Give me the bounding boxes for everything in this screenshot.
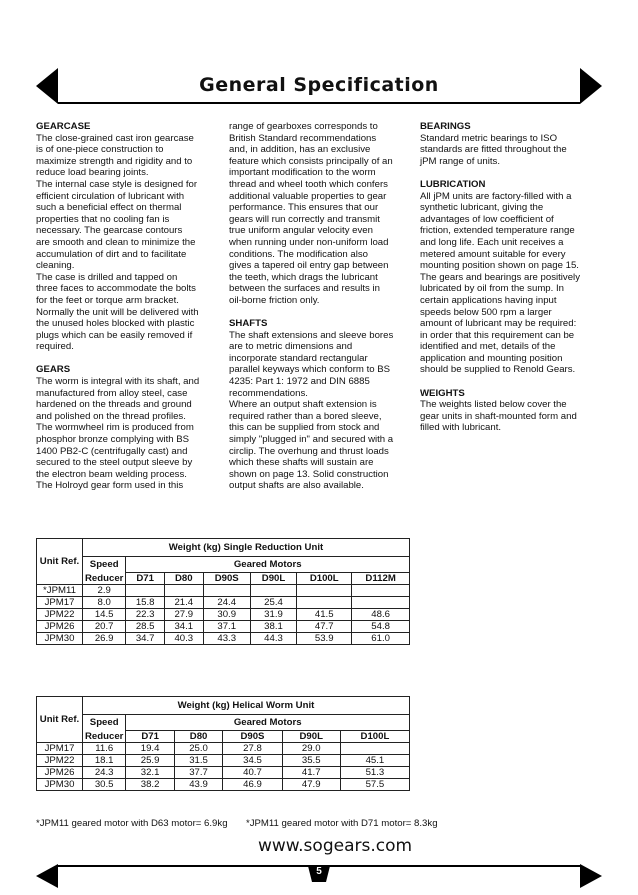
text-line: range of gearboxes corresponds to xyxy=(229,121,378,132)
weight-cell: 25.4 xyxy=(250,597,296,609)
text-line: Normally the unit will be delivered with xyxy=(36,306,199,318)
text-line: British Standard recommendations xyxy=(229,132,377,144)
page-footer xyxy=(36,864,602,888)
weight-cell: 51.3 xyxy=(340,767,409,779)
text-column-1 xyxy=(36,121,221,492)
weight-cell: 27.9 xyxy=(164,609,203,621)
weight-cell: 45.1 xyxy=(340,755,409,767)
text-line: The Holroyd gear form used in this xyxy=(36,480,184,492)
table-row xyxy=(37,767,410,779)
table-title: Weight (kg) Single Reduction Unit xyxy=(83,539,410,557)
weight-cell xyxy=(352,597,410,609)
text-line: The wormwheel rim is produced from xyxy=(36,422,194,434)
weight-cell: 53.9 xyxy=(297,633,352,645)
weight-cell: 22.3 xyxy=(126,609,165,621)
text-column-3 xyxy=(420,121,610,434)
text-line: and long life. Each unit receives a xyxy=(420,236,564,248)
text-line: The gears and bearings are positively xyxy=(420,271,580,283)
table-row xyxy=(37,609,410,621)
text-line: The case is drilled and tapped on xyxy=(36,271,178,283)
table-row xyxy=(37,755,410,767)
weight-cell: 47.9 xyxy=(282,779,340,791)
weight-cell: 32.1 xyxy=(126,767,174,779)
motor-column-header: D80 xyxy=(174,731,222,743)
text-line: phosphor bronze complying with BS xyxy=(36,434,190,446)
weight-cell xyxy=(250,585,296,597)
text-line: are smooth and clean to minimize the xyxy=(36,236,196,248)
weight-cell: 41.5 xyxy=(297,609,352,621)
helical-worm-weight-table xyxy=(36,696,410,791)
text-line: hardened on the threads and ground xyxy=(36,399,192,411)
text-line: simply "plugged in" and secured with a xyxy=(229,434,394,446)
motor-column-header: D90S xyxy=(223,731,282,743)
weight-cell xyxy=(297,585,352,597)
section-heading: GEARS xyxy=(36,364,71,376)
text-line: the teeth, which drags the lubricant xyxy=(229,271,378,283)
text-line: Standard metric bearings to ISO xyxy=(420,132,558,144)
text-line: should be supplied to Renold Gears. xyxy=(420,364,576,376)
weight-cell: 61.0 xyxy=(352,633,410,645)
website-link[interactable]: www.sogears.com xyxy=(258,836,413,856)
weight-cell: 31.5 xyxy=(174,755,222,767)
weight-cell: 54.8 xyxy=(352,621,410,633)
text-line: output shafts are also available. xyxy=(229,480,364,492)
weight-cell: 11.6 xyxy=(83,743,126,755)
weight-cell: 40.7 xyxy=(223,767,282,779)
weight-cell: 20.7 xyxy=(83,621,126,633)
text-line: The weights listed below cover the xyxy=(420,399,567,411)
text-line: circlip. The overhung and thrust loads xyxy=(229,445,389,457)
geared-motors-header: Geared Motors xyxy=(126,557,410,573)
weight-cell: 30.5 xyxy=(83,779,126,791)
text-line: reduce load bearing joints. xyxy=(36,167,149,179)
text-line: 4235: Part 1: 1972 and DIN 6885 xyxy=(229,376,370,388)
text-line: three faces to accommodate the bolts xyxy=(36,283,196,295)
weight-cell: 34.1 xyxy=(164,621,203,633)
text-line: manufactured from alloy steel, case xyxy=(36,387,188,399)
unit-ref-label: Unit Ref. xyxy=(39,714,80,725)
motor-column-header: D112M xyxy=(352,573,410,585)
weight-cell: 38.2 xyxy=(126,779,174,791)
text-line: properties that no cooling fan is xyxy=(36,213,170,225)
text-line: thread and wheel tooth which confers xyxy=(229,178,388,190)
weight-cell: 15.8 xyxy=(126,597,165,609)
motor-column-header: D90L xyxy=(250,573,296,585)
text-line: standards are fitted throughout the xyxy=(420,144,567,156)
text-line: shown on page 13. Solid construction xyxy=(229,468,389,480)
footnote-d71: *JPM11 geared motor with D71 motor= 8.3kg xyxy=(246,818,438,829)
weight-cell xyxy=(352,585,410,597)
weight-cell: 25.9 xyxy=(126,755,174,767)
unit-ref-cell: JPM30 xyxy=(37,779,83,791)
weight-cell: 34.5 xyxy=(223,755,282,767)
weight-cell: 34.7 xyxy=(126,633,165,645)
weight-cell: 43.3 xyxy=(203,633,250,645)
text-line: Where an output shaft extension is xyxy=(229,399,377,411)
weight-cell: 21.4 xyxy=(164,597,203,609)
motor-column-header: D71 xyxy=(126,731,174,743)
section-heading: LUBRICATION xyxy=(420,178,486,190)
text-line: required. xyxy=(36,341,74,353)
motor-column-header: D90L xyxy=(282,731,340,743)
weight-cell xyxy=(164,585,203,597)
section-heading: WEIGHTS xyxy=(420,387,465,399)
weight-cell: 43.9 xyxy=(174,779,222,791)
weight-cell: 30.9 xyxy=(203,609,250,621)
weight-cell: 24.3 xyxy=(83,767,126,779)
table-row xyxy=(37,621,410,633)
weight-cell: 31.9 xyxy=(250,609,296,621)
text-line: jPM range of units. xyxy=(420,155,500,167)
text-line: feature which consists principally of an xyxy=(229,155,393,167)
weight-cell: 27.8 xyxy=(223,743,282,755)
text-line: accumulation of dirt and to facilitate xyxy=(36,248,187,260)
text-line: filled with lubricant. xyxy=(420,422,502,434)
text-line: are to metric dimensions and xyxy=(229,341,353,353)
text-line: performance. This ensures that our xyxy=(229,202,379,214)
text-line: The internal case style is designed for xyxy=(36,178,198,190)
table-row xyxy=(37,633,410,645)
text-line: conditions. The modification also xyxy=(229,248,369,260)
weight-cell: 14.5 xyxy=(83,609,126,621)
motor-column-header: D71 xyxy=(126,573,165,585)
motor-column-header: D100L xyxy=(340,731,409,743)
weight-cell: 48.6 xyxy=(352,609,410,621)
text-line: the unused holes blocked with plastic xyxy=(36,318,195,330)
text-line: secured to the steel output sleeve by xyxy=(36,457,193,469)
text-line: amount of lubricant may be required: xyxy=(420,318,577,330)
weight-cell: 35.5 xyxy=(282,755,340,767)
single-reduction-weight-table xyxy=(36,538,410,645)
unit-ref-cell: *JPM11 xyxy=(37,585,83,597)
table-row xyxy=(37,597,410,609)
text-line: gear units in shaft-mounted form and xyxy=(420,410,577,422)
weight-cell: 38.1 xyxy=(250,621,296,633)
table-row xyxy=(37,779,410,791)
text-line: is of one-piece construction to xyxy=(36,144,164,156)
unit-ref-cell: JPM17 xyxy=(37,597,83,609)
weight-cell: 25.0 xyxy=(174,743,222,755)
motor-column-header: D80 xyxy=(164,573,203,585)
text-line: such a beneficial effect on thermal xyxy=(36,202,182,214)
text-column-2 xyxy=(229,121,414,492)
text-line: speeds below 500 rpm a larger xyxy=(420,306,552,318)
text-line: maximize strength and rigidity and to xyxy=(36,155,193,167)
speed-header: Speed xyxy=(83,557,126,573)
text-line: incorporate standard rectangular xyxy=(229,352,368,364)
paragraph-gap xyxy=(229,307,414,319)
text-line: true uniform angular velocity even xyxy=(229,225,373,237)
weight-cell: 26.9 xyxy=(83,633,126,645)
text-line: gears will run correctly and transmit xyxy=(229,213,380,225)
text-line: when running under non-uniform load xyxy=(229,236,389,248)
weight-cell: 46.9 xyxy=(223,779,282,791)
paragraph-gap xyxy=(420,376,610,388)
text-line: between the surfaces and results in xyxy=(229,283,380,295)
text-line: friction, extended temperature range xyxy=(420,225,575,237)
motor-column-header: D90S xyxy=(203,573,250,585)
page-title: General Specification xyxy=(199,74,439,96)
weight-cell: 41.7 xyxy=(282,767,340,779)
text-line: application and mounting position xyxy=(420,352,563,364)
weight-cell: 37.7 xyxy=(174,767,222,779)
text-line: gives a tapered oil entry gap between xyxy=(229,260,389,272)
text-line: and, in addition, has an exclusive xyxy=(229,144,371,156)
weight-cell: 18.1 xyxy=(83,755,126,767)
text-line: metered amount suitable for every xyxy=(420,248,566,260)
page-number: 5 xyxy=(316,866,322,877)
weight-cell: 37.1 xyxy=(203,621,250,633)
table-row xyxy=(37,585,410,597)
unit-ref-cell: JPM30 xyxy=(37,633,83,645)
unit-ref-cell: JPM26 xyxy=(37,767,83,779)
text-line: and polished on the thread profiles. xyxy=(36,410,186,422)
text-line: certain applications having input xyxy=(420,294,557,306)
weight-cell xyxy=(340,743,409,755)
weight-cell: 2.9 xyxy=(83,585,126,597)
weight-cell: 28.5 xyxy=(126,621,165,633)
text-line: lubricated by oil from the sump. In xyxy=(420,283,564,295)
text-line: this can be supplied from stock and xyxy=(229,422,380,434)
unit-ref-header xyxy=(37,539,83,585)
weight-cell: 29.0 xyxy=(282,743,340,755)
text-line: identified and met, details of the xyxy=(420,341,556,353)
geared-motors-header: Geared Motors xyxy=(126,715,410,731)
weight-cell: 57.5 xyxy=(340,779,409,791)
unit-ref-cell: JPM17 xyxy=(37,743,83,755)
unit-ref-header xyxy=(37,697,83,743)
reducer-header: Reducer xyxy=(83,573,126,585)
unit-ref-cell: JPM22 xyxy=(37,609,83,621)
text-line: The shaft extensions and sleeve bores xyxy=(229,329,394,341)
text-line: The worm is integral with its shaft, and xyxy=(36,376,200,388)
text-line: parallel keyways which conform to BS xyxy=(229,364,391,376)
page-header xyxy=(36,66,602,106)
paragraph-gap xyxy=(36,353,221,365)
weight-cell: 44.3 xyxy=(250,633,296,645)
weight-cell: 8.0 xyxy=(83,597,126,609)
text-line: 1400 PB2-C (centrifugally cast) and xyxy=(36,445,188,457)
unit-ref-cell: JPM22 xyxy=(37,755,83,767)
weight-cell: 40.3 xyxy=(164,633,203,645)
section-heading: SHAFTS xyxy=(229,318,268,330)
text-line: which these shafts will sustain are xyxy=(229,457,374,469)
unit-ref-label: Unit Ref. xyxy=(39,556,80,567)
text-line: in order that this requirement can be xyxy=(420,329,575,341)
table-title: Weight (kg) Helical Worm Unit xyxy=(83,697,410,715)
weight-cell xyxy=(297,597,352,609)
text-line: for the feet or torque arm bracket. xyxy=(36,294,179,306)
text-line: The close-grained cast iron gearcase xyxy=(36,132,194,144)
text-line: oil-borne friction only. xyxy=(229,294,320,306)
text-line: synthetic lubricant, giving the xyxy=(420,202,544,214)
text-line: the electron beam welding process. xyxy=(36,468,187,480)
section-heading: BEARINGS xyxy=(420,121,471,132)
paragraph-gap xyxy=(420,167,610,179)
text-line: required rather than a bored sleeve, xyxy=(229,410,382,422)
weight-cell xyxy=(126,585,165,597)
text-line: additional valuable properties to gear xyxy=(229,190,387,202)
text-line: mounting position shown on page 15. xyxy=(420,260,579,272)
weight-cell xyxy=(203,585,250,597)
weight-cell: 47.7 xyxy=(297,621,352,633)
table-row xyxy=(37,743,410,755)
text-line: cleaning. xyxy=(36,260,75,272)
text-line: necessary. The gearcase contours xyxy=(36,225,183,237)
text-line: plugs which can be easily removed if xyxy=(36,329,193,341)
section-heading: GEARCASE xyxy=(36,121,91,132)
text-line: recommendations. xyxy=(229,387,308,399)
text-line: important modification to the worm xyxy=(229,167,376,179)
weight-cell: 24.4 xyxy=(203,597,250,609)
footnote-d63: *JPM11 geared motor with D63 motor= 6.9kg xyxy=(36,818,228,829)
text-line: advantages of low coefficient of xyxy=(420,213,554,225)
text-line: efficient circulation of lubricant with xyxy=(36,190,185,202)
unit-ref-cell: JPM26 xyxy=(37,621,83,633)
reducer-header: Reducer xyxy=(83,731,126,743)
weight-cell: 19.4 xyxy=(126,743,174,755)
speed-header: Speed xyxy=(83,715,126,731)
text-line: All jPM units are factory-filled with a xyxy=(420,190,572,202)
motor-column-header: D100L xyxy=(297,573,352,585)
